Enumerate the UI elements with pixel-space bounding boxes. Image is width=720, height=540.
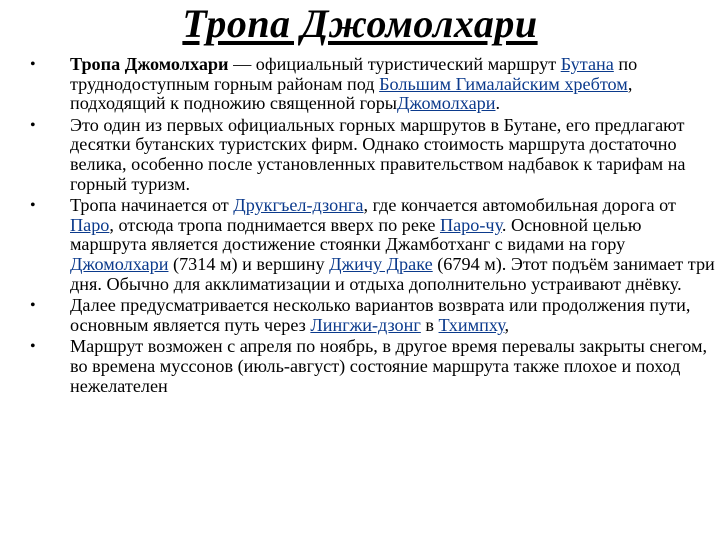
list-item bbox=[30, 337, 716, 396]
list-item bbox=[30, 116, 716, 194]
text: . Основной целью маршрута является достижение стоянки Джамботханг с видами на гору bbox=[70, 214, 642, 255]
bullet-icon: • bbox=[30, 338, 36, 356]
list-item bbox=[30, 296, 716, 335]
link-paro-chu[interactable]: Паро-чу bbox=[439, 214, 502, 235]
link-drukgyel-dzong[interactable]: Друкгъел-дзонга bbox=[233, 195, 364, 216]
text: (6794 м). Этот подъём занимает три дня. Обычно для акклиматизации и отдыха дополнительно устраивают днёвку. bbox=[70, 253, 715, 294]
page-title: Тропа Джомолхари bbox=[182, 1, 538, 46]
text: , отсюда тропа поднимается вверх по реке bbox=[109, 214, 440, 235]
text: . bbox=[495, 93, 501, 114]
text: — официальный туристический маршрут bbox=[228, 54, 561, 74]
text: , bbox=[504, 314, 510, 335]
bullet-icon: • bbox=[30, 116, 36, 134]
text: Это один из первых официальных горных маршрутов в Бутане, его предлагают десятки бутанских туристских фирм. Однако стоимость маршрута достаточно велика, особенно после установленных правительством надбавок к тарифам на горный туризм. bbox=[70, 114, 686, 194]
link-paro[interactable]: Паро bbox=[70, 214, 110, 235]
link-jomolhari[interactable]: Джомолхари bbox=[397, 93, 496, 114]
text: по труднодоступным горным районам под bbox=[70, 54, 638, 94]
link-jichu-drake[interactable]: Джичу Драке bbox=[329, 253, 433, 274]
bullet-list bbox=[30, 55, 716, 398]
bold-term: Тропа Джомолхари bbox=[70, 54, 229, 74]
bullet-icon: • bbox=[30, 297, 36, 315]
text: , где кончается автомобильная дорога от bbox=[363, 195, 676, 216]
text: (7314 м) и вершину bbox=[168, 253, 330, 274]
list-item bbox=[30, 196, 716, 294]
text: , подходящий к подножию священной горы bbox=[70, 73, 633, 114]
link-great-himalaya[interactable]: Большим Гималайским хребтом bbox=[379, 73, 628, 94]
text: Маршрут возможен с апреля по ноябрь, в другое время перевалы закрыты снегом, во времена муссонов (июль-август) состояние маршрута также плохое и поход нежелателен bbox=[70, 336, 708, 396]
link-bhutan[interactable]: Бутана bbox=[560, 54, 614, 74]
bullet-icon: • bbox=[30, 197, 36, 215]
link-thimphu[interactable]: Тхимпху bbox=[438, 314, 505, 335]
link-lingzhi-dzong[interactable]: Лингжи-дзонг bbox=[310, 314, 421, 335]
link-jomolhari[interactable]: Джомолхари bbox=[70, 253, 169, 274]
text: Тропа начинается от bbox=[70, 195, 234, 216]
bullet-icon: • bbox=[30, 56, 36, 73]
list-item bbox=[30, 55, 716, 114]
text: Далее предусматривается несколько вариантов возврата или продолжения пути, основным является путь через bbox=[70, 295, 691, 335]
text: в bbox=[420, 314, 439, 335]
